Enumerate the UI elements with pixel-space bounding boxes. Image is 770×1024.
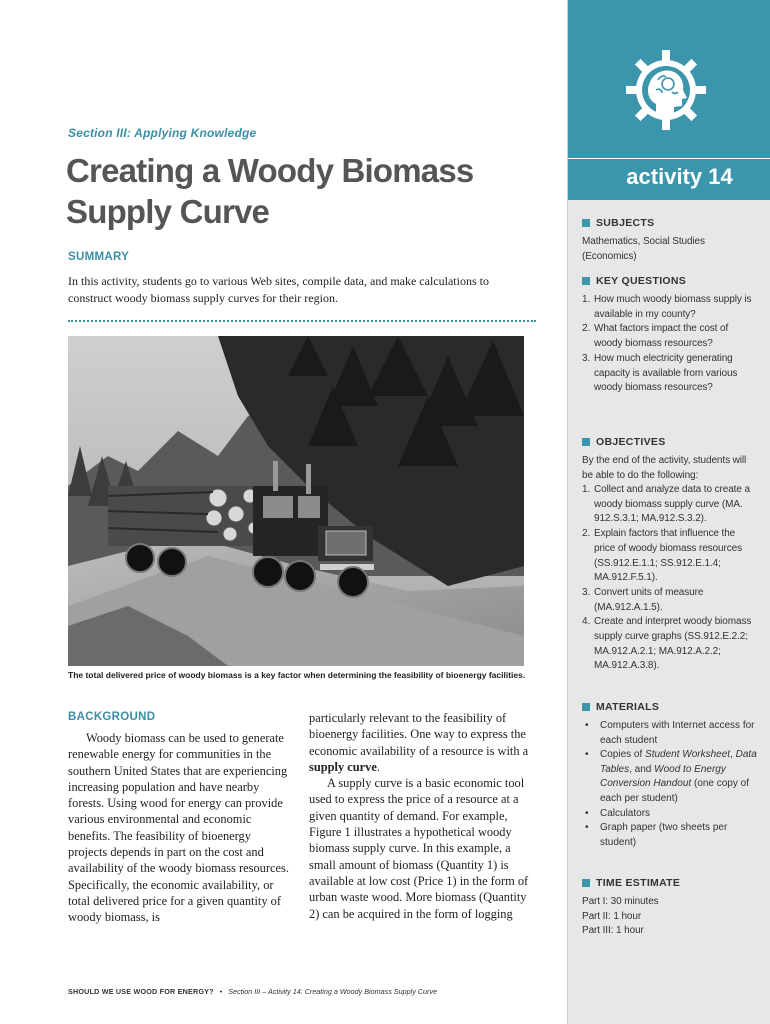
subjects-text: Mathematics, Social Studies (Economics) <box>582 236 705 262</box>
worksheet-title: Student Worksheet <box>645 749 731 761</box>
materials-heading <box>582 700 758 714</box>
activity-label: activity 14 <box>626 164 733 189</box>
summary-heading: SUMMARY <box>68 251 130 263</box>
list-item-text: Convert units of measure (MA.912.A.1.5). <box>594 586 704 613</box>
title-line-2: Supply Curve <box>66 193 270 230</box>
list-item-text: Copies of <box>600 749 646 761</box>
square-bullet-icon <box>582 879 590 887</box>
paragraph-1-end: . <box>376 759 380 774</box>
list-item: • Graph paper (two sheets per student) <box>582 821 758 850</box>
background-column-2 <box>309 710 539 922</box>
footer-section-title: Section III – Activity 14: Creating a Woody Biomass Supply Curve <box>228 987 437 996</box>
list-item <box>582 352 758 396</box>
subjects-heading <box>582 216 758 230</box>
list-item-number: 2. <box>582 323 591 335</box>
list-item-text: (one copy of each per student) <box>600 778 749 804</box>
list-item-number: 3. <box>582 586 591 598</box>
key-questions-list <box>582 293 758 396</box>
objectives-list <box>582 483 758 674</box>
list-item-text: Collect and analyze data to create a woody biomass supply curve (MA. 912.S.3.1; MA.912.S.3.2). <box>594 484 750 525</box>
key-questions-section <box>582 274 758 396</box>
footer <box>68 987 437 996</box>
list-item-separator: , <box>730 749 736 761</box>
materials-section <box>582 700 758 850</box>
handout-title: Wood to Energy Conversion Handout <box>600 763 726 790</box>
time-estimate-heading-text: TIME ESTIMATE <box>596 877 681 889</box>
square-bullet-icon <box>582 277 590 285</box>
square-bullet-icon <box>582 438 590 446</box>
materials-heading-text: MATERIALS <box>596 701 660 713</box>
activity-sidebar <box>567 0 770 1024</box>
time-estimate-part-1: Part I: 30 minutes <box>582 896 659 907</box>
supply-curve-term: supply curve <box>309 759 377 774</box>
background-paragraph-2: A supply curve is a basic economic tool used to express the price of a resource at a given quantity of demand. For example, Figure 1 illustrates a hypothetical woody biomass supply curve. In this example, a small amount of biomass (Quantity 1) is available at low cost (Price 1) in the form of urban waste wood. More biomass (Quantity 2) can be acquired in the form of logging <box>309 776 529 921</box>
sidebar-header <box>568 0 770 158</box>
list-item-text: What factors impact the cost of woody biomass resources? <box>594 323 729 350</box>
list-item <box>582 293 758 322</box>
objectives-section <box>582 435 758 674</box>
dotted-divider <box>68 320 536 322</box>
list-item-text: How much woody biomass supply is available in my county? <box>594 294 752 320</box>
list-item <box>582 748 758 806</box>
objectives-intro: By the end of the activity, students will be able to do the following: <box>582 455 747 481</box>
photo-caption: The total delivered price of woody biomass is a key factor when determining the feasibility of bioenergy facilities. <box>68 670 526 680</box>
footer-book-title: SHOULD WE USE WOOD FOR ENERGY? <box>68 987 214 996</box>
key-questions-heading-text: KEY QUESTIONS <box>596 275 687 287</box>
time-estimate-part-2: Part II: 1 hour <box>582 910 642 922</box>
objectives-heading-text: OBJECTIVES <box>596 436 666 448</box>
time-estimate-section <box>582 876 758 939</box>
time-estimate-heading <box>582 876 758 890</box>
list-item-number: 4. <box>582 616 591 628</box>
list-item-number: 2. <box>582 528 591 540</box>
list-item: • Computers with Internet access for each student <box>582 719 758 748</box>
list-item-text: Create and interpret woody biomass supply curve graphs (SS.912.E.2.2; MA.912.A.2.1; MA.912.A.2.2; MA.912.A.3.8). <box>594 616 752 672</box>
time-estimate-part-3: Part III: 1 hour <box>582 925 644 936</box>
list-item-text: Explain factors that influence the price of woody biomass resources (SS.912.E.1.1; SS.912.E.1.4; MA.912.F.5.1). <box>594 528 742 584</box>
paragraph-1-text: particularly relevant to the feasibility of bioenergy facilities. One way to express the economic availability of a resource is with a <box>309 711 529 758</box>
summary-text: In this activity, students go to various Web sites, compile data, and make calculations to construct woody biomass supply curves for their region. <box>68 274 489 305</box>
data-tables-title: Data Tables <box>600 749 757 775</box>
brain-gear-icon <box>626 50 706 130</box>
list-item-number: 3. <box>582 352 591 364</box>
list-item <box>582 527 758 586</box>
list-item <box>582 322 758 351</box>
background-heading: BACKGROUND <box>68 711 156 723</box>
key-questions-heading <box>582 274 758 288</box>
activity-banner <box>568 158 770 200</box>
subjects-heading-text: SUBJECTS <box>596 217 655 229</box>
subjects-section <box>582 216 758 264</box>
list-item-number: 1. <box>582 294 591 305</box>
section-label: Section III: Applying Knowledge <box>68 126 257 140</box>
square-bullet-icon <box>582 219 590 227</box>
list-item <box>582 615 758 674</box>
materials-list <box>582 719 758 850</box>
logging-truck-photo <box>68 336 524 666</box>
objectives-heading <box>582 435 758 449</box>
list-item <box>582 483 758 527</box>
list-item: • Calculators <box>582 807 758 822</box>
background-column-1: Woody biomass can be used to generate renewable energy for communities in the southern United States that are experiencing increasing population and have nearby forests. Using wood for energy can provide various environmental and economic benefits. The feasibility of bioenergy projects depends in part on the cost and availability of the woody biomass resources. Specifically, the economic availability, or total delivered price for a given quantity of woody biomass, is <box>68 731 289 925</box>
footer-separator: • <box>219 987 223 996</box>
list-item-text: How much electricity generating capacity is available from various woody biomass resources? <box>594 352 738 394</box>
title-line-1: Creating a Woody Biomass <box>66 152 474 189</box>
page-title <box>66 150 546 232</box>
background-paragraph-1 <box>309 710 539 775</box>
square-bullet-icon <box>582 703 590 711</box>
list-item-separator: , and <box>629 763 655 775</box>
list-item-number: 1. <box>582 484 591 495</box>
list-item <box>582 586 758 615</box>
